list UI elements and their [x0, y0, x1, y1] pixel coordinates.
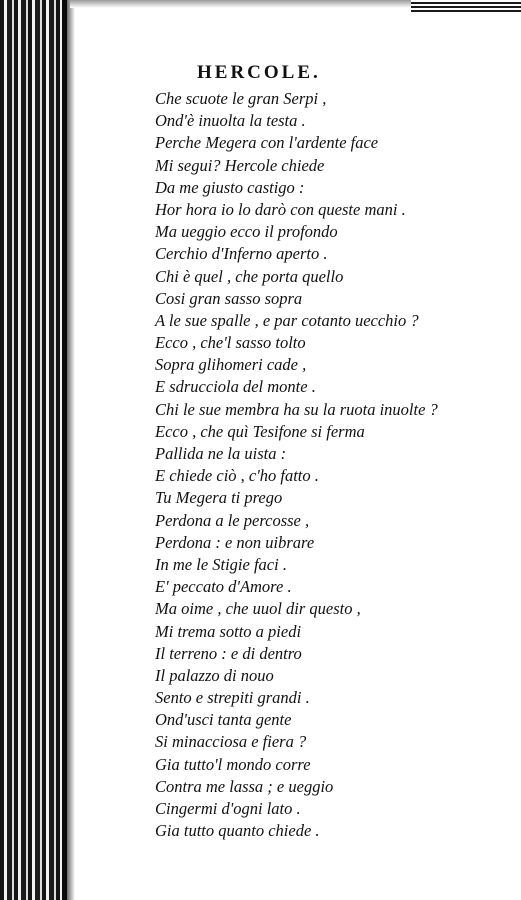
book-binding-gutter — [0, 0, 70, 900]
verse-line: Cosi gran sasso sopra — [155, 288, 303, 308]
verse-line: Perdona : e non uibrare — [155, 532, 315, 552]
verse-line: E chiede ciò , c'ho fatto . — [155, 466, 319, 486]
verse-line: Cingermi d'ogni lato . — [155, 799, 301, 818]
verse-line: Gia tutto quanto chiede . — [155, 821, 320, 841]
verse-line: Contra me lassa ; e ueggio — [155, 776, 334, 796]
verse-line: E sdrucciola del monte . — [155, 377, 316, 397]
verse-line: Hor hora io lo darò con queste mani . — [155, 199, 406, 219]
verse-line: Da me giusto castigo : — [155, 177, 305, 197]
verse-line: Chi è quel , che porta quello — [155, 266, 344, 286]
verse-line: Ond'usci tanta gente — [155, 710, 292, 730]
verse-line: Si minacciosa e fiera ? — [155, 732, 307, 752]
verse-line: Ma ueggio ecco il profondo — [155, 222, 338, 242]
verse-line: Ond'è inuolta la testa . — [155, 111, 306, 131]
verse-line: Chi le sue membra ha su la ruota inuolte ? — [155, 399, 438, 419]
verse-line: Gia tutto'l mondo corre — [155, 754, 311, 774]
verse-line: Ma oime , che uuol dir questo , — [155, 599, 361, 619]
verse-line: Tu Megera ti prego — [155, 488, 283, 508]
verse-line: E' peccato d'Amore . — [155, 577, 292, 597]
verse-line: Il palazzo di nouo — [155, 665, 274, 685]
verse-line: Mi segui? Hercole chiede — [155, 155, 325, 175]
verse-line: Pallida ne la uista : — [155, 444, 287, 463]
verse-line: Perdona a le percosse , — [155, 510, 310, 530]
verse-line: Cerchio d'Inferno aperto . — [155, 244, 328, 264]
gutter-shadow — [67, 0, 75, 900]
verse-line: Mi trema sotto a piedi — [155, 621, 302, 641]
top-corner-pages — [411, 0, 521, 12]
verse-line: Sopra glihomeri cade , — [155, 355, 307, 375]
verse-line: Sento e strepiti grandi . — [155, 688, 310, 708]
verse-line: Che scuote le gran Serpi , — [155, 89, 327, 108]
verse-line: Perche Megera con l'ardente face — [155, 133, 379, 153]
verse-line: Ecco , che'l sasso tolto — [155, 333, 306, 353]
verse-list — [155, 88, 438, 842]
verse-line: A le sue spalle , e par cotanto uecchio ? — [155, 310, 419, 330]
verse-line: Il terreno : e di dentro — [155, 643, 302, 663]
running-head: HERCOLE. — [197, 62, 321, 83]
verse-line: Ecco , che quì Tesifone si ferma — [155, 421, 365, 441]
verse-line: In me le Stigie faci . — [155, 554, 287, 574]
